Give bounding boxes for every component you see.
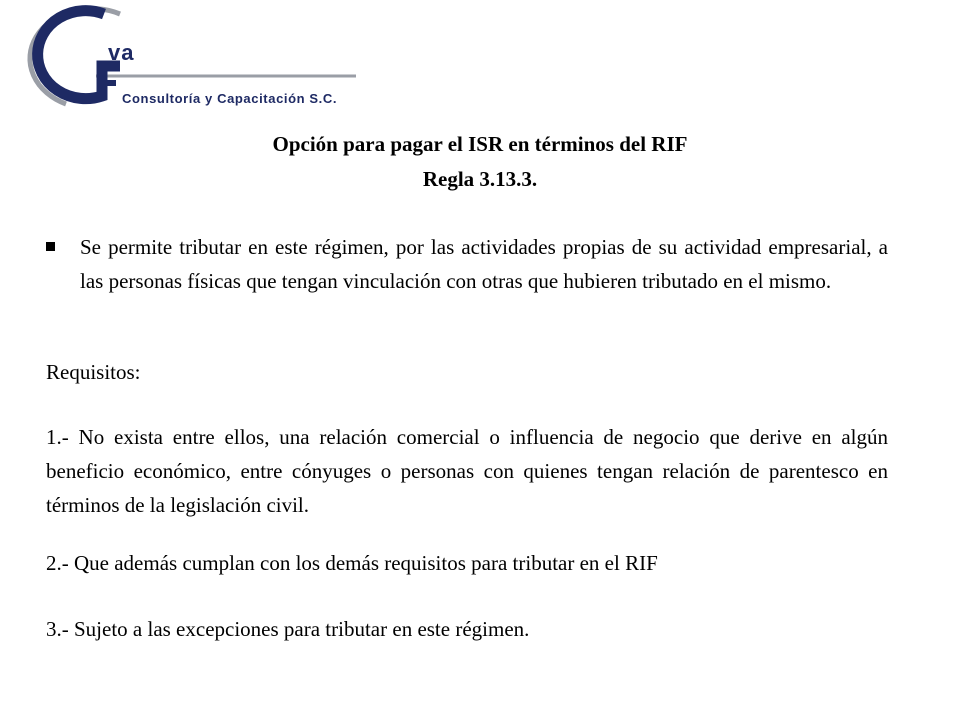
page-title: Opción para pagar el ISR en términos del RIF [272, 132, 688, 156]
requisito-item-2: 2.- Que además cumplan con los demás requisitos para tributar en el RIF [46, 551, 658, 575]
requisitos-label: Requisitos: [46, 360, 141, 384]
requisito-item-3: 3.- Sujeto a las excepciones para tributar en este régimen. [46, 617, 530, 641]
logo-company-name: Consultoría y Capacitación S.C. [122, 91, 338, 106]
logo-letters: va [108, 40, 135, 65]
requisito-item-1: 1.- No exista entre ellos, una relación comercial o influencia de negocio que derive en algún beneficio económico, entre cónyuges o personas con quienes tengan relación de parentesco en términos de la legislación civil. [46, 425, 888, 517]
bullet-text: Se permite tributar en este régimen, por las actividades propias de su actividad empresarial, a las personas físicas que tengan vinculación con otras que hubieren tributado en el mismo. [80, 235, 888, 293]
logo-navy-bar [98, 80, 116, 86]
bullet-paragraph [46, 230, 888, 298]
company-logo [0, 0, 360, 112]
rule-number: Regla 3.13.3. [422, 167, 538, 191]
square-bullet-icon [46, 242, 55, 251]
